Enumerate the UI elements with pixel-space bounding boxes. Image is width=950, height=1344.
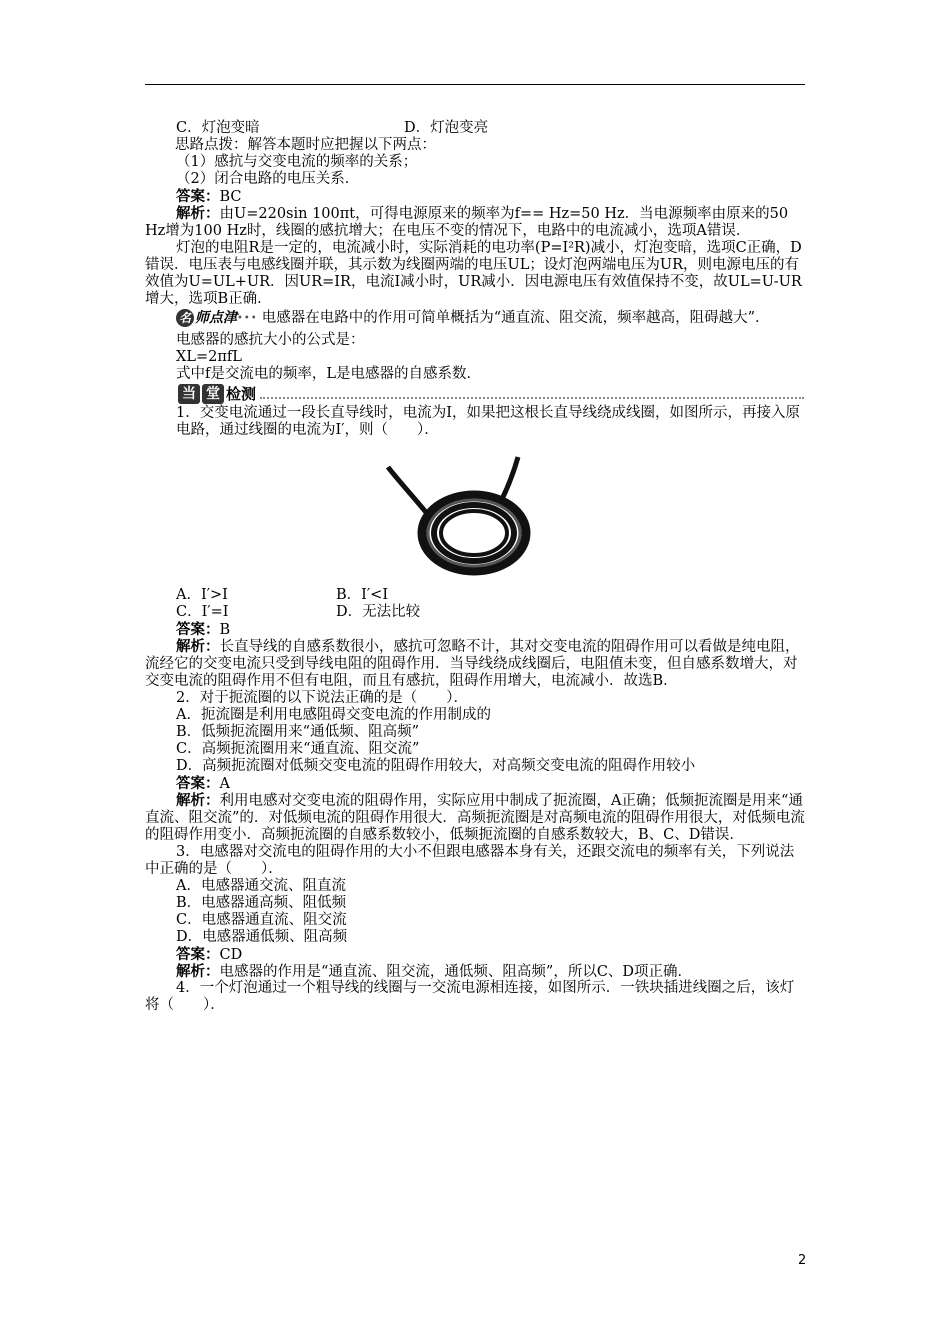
option-d: D．灯泡变亮 (404, 120, 489, 136)
section-banner (178, 383, 808, 405)
explanation-text: 由U=220sin 100πt，可得电源原来的频率为f== Hz=50 Hz．当电源频率由原来的50 Hz增为100 Hz时，线圈的感抗增大；在电压不变的情况下，电路中的电流减小，选项A错误． (145, 206, 789, 239)
q1-option-a: A．I′>I (176, 587, 228, 603)
q3-option-b: B．电感器通高频、阻低频 (176, 895, 347, 911)
answer-line (176, 188, 808, 205)
q2-answer: 答案：A (176, 775, 230, 792)
question-3: 3．电感器对交流电的阻碍作用的大小不但跟电感器本身有关，还跟交流电的频率有关，下列说法中正确的是（ ）． (145, 844, 795, 877)
q1-explanation: 解析：长直导线的自感系数很小，感抗可忽略不计，其对交变电流的阻碍作用可以看做是纯电阻，流经它的交变电流只受到导线电阻的阻碍作用．当导线绕成线圈后，电阻值未变，但自感系数增大，对交变电流的阻碍作用不但有电阻，而且有感抗，阻碍作用增大，电流减小．故选B． (145, 638, 800, 689)
q2-option-d: D．高频扼流圈对低频交变电流的阻碍作用较大，对高频交变电流的阻碍作用较小 (176, 758, 696, 774)
explanation-1 (145, 205, 808, 240)
explanation-2: 灯泡的电阻R是一定的，电流减小时，实际消耗的电功率(P=I²R)减小，灯泡变暗，选项C正确，D错误．电压表与电感线圈并联，其示数为线圈两端的电压UL；设灯泡两端电压为UR，则电源电压的有效值为U=UL+UR．因UR=IR，电流I减小时，UR减小．因电源电压有效值保持不变，故UL=U-UR增大，选项B正确． (145, 240, 802, 307)
q1-option-c: C．I′=I (176, 604, 229, 620)
page-body (145, 120, 808, 1014)
answer-value: BC (219, 189, 242, 205)
q3-option-c: C．电感器通直流、阻交流 (176, 912, 347, 928)
q3-option-d: D．电感器通低频、阻高频 (176, 929, 348, 945)
answer-label: 答案： (176, 188, 220, 205)
question-1: 1．交变电流通过一段长直导线时，电流为I，如果把这根长直导线绕成线圈，如图所示，再接入原电路，通过线圈的电流为I′，则（ ）． (176, 405, 800, 438)
q1-options-row1 (176, 587, 808, 604)
q2-option-b: B．低频扼流圈用来“通低频、阻高频” (176, 724, 419, 740)
q1-option-b: B．I′<I (336, 587, 389, 603)
tip-badge-label: 师点津 (195, 309, 237, 326)
q2-explanation: 解析：利用电感对交变电流的阻碍作用，实际应用中制成了扼流圈，A正确；低频扼流圈是用来“通直流、阻交流”的．对低频电流的阻碍作用很大．高频扼流圈是对高频电流的阻碍作用很大，对低频电流的阻碍作用变小．高频扼流圈的自感系数较小，低频扼流圈的自感系数较大，B、C、D错误． (145, 792, 805, 843)
hint-2: （2）闭合电路的电压关系． (176, 171, 360, 187)
coil-figure (136, 453, 808, 581)
q3-answer: 答案：CD (176, 946, 243, 963)
options-line (176, 120, 808, 137)
q1-option-d: D．无法比较 (336, 604, 421, 620)
tip-text: 电感器在电路中的作用可简单概括为“通直流、阻交流，频率越高，阻碍越大”． (261, 309, 770, 326)
section-dotline (260, 389, 804, 399)
q3-explanation: 解析：电感器的作用是“通直流、阻交流，通低频、阻高频”，所以C、D项正确． (176, 963, 693, 980)
q1-options-row2 (176, 604, 808, 621)
q2-option-c: C．高频扼流圈用来“通直流、阻交流” (176, 741, 420, 757)
q2-option-a: A．扼流圈是利用电感阻碍交变电流的作用制成的 (176, 707, 491, 723)
header-rule (145, 84, 805, 85)
explanation-label: 解析： (176, 205, 220, 222)
question-4: 4．一个灯泡通过一个粗导线的线圈与一交流电源相连接，如图所示．一铁块插进线圈之后，该灯将（ ）． (145, 980, 795, 1013)
tip-badge (176, 309, 237, 327)
section-tab-2: 堂 (202, 384, 224, 404)
section-tab-1: 当 (178, 384, 200, 404)
tip-badge-icon: 名 (176, 309, 194, 327)
hint-title: 思路点拨：解答本题时应把握以下两点： (175, 137, 436, 153)
page-number: 2 (798, 1253, 807, 1268)
q3-option-a: A．电感器通交流、阻直流 (176, 878, 346, 894)
hint-1: （1）感抗与交变电流的频率的关系； (176, 154, 418, 170)
q1-answer: 答案：B (176, 621, 231, 638)
option-c: C．灯泡变暗 (176, 120, 260, 136)
tip-row (176, 308, 808, 328)
tip-dots: ••• (237, 312, 258, 324)
coil-icon (382, 453, 562, 581)
formula-note: 式中f是交流电的频率，L是电感器的自感系数． (176, 366, 481, 382)
formula-intro: 电感器的感抗大小的公式是： (176, 332, 365, 348)
section-title: 检测 (226, 384, 257, 403)
question-2: 2．对于扼流圈的以下说法正确的是（ ）． (176, 690, 468, 706)
formula: XL=2πfL (176, 349, 242, 365)
